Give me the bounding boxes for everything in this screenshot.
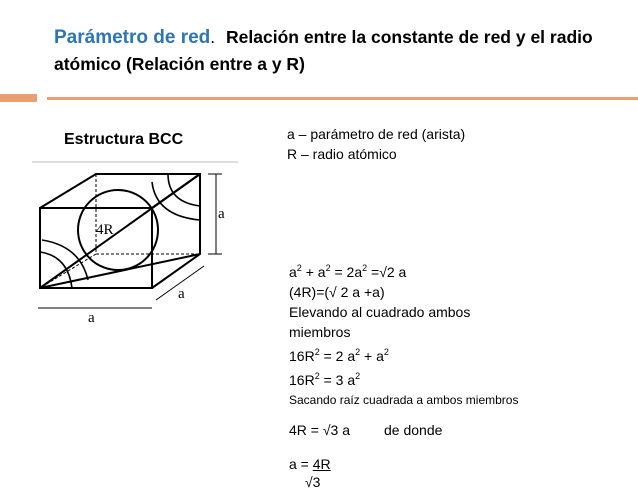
label-a-right: a [218, 206, 225, 222]
title-dot: . [210, 27, 216, 47]
eq9-numerator: 4R [312, 456, 331, 472]
eq-line-3: Elevando al cuadrado ambos [289, 304, 471, 320]
eq6-part: = 3 a [319, 372, 356, 388]
eq1-sup: 2 [325, 263, 331, 273]
derivation [289, 258, 518, 492]
eq9-part: a = [289, 456, 313, 472]
label-a-bottom-left: a [88, 310, 95, 325]
eq6-sup: 2 [314, 371, 320, 381]
eq1-part: a [289, 264, 297, 280]
eq6-part: 16R [289, 372, 315, 388]
label-4r: 4R [96, 222, 114, 238]
definition-r: R – radio atómico [287, 146, 397, 162]
divider-bar [47, 97, 638, 100]
eq5-part: 16R [289, 348, 315, 364]
eq-line-4: miembros [289, 324, 351, 340]
eq-line-6 [289, 366, 518, 390]
eq1-part: = 2a [330, 264, 363, 280]
eq8-part: 4R = √3 a [289, 422, 350, 438]
definitions [287, 124, 465, 164]
eq-line-5 [289, 342, 518, 366]
definition-a: a – parámetro de red (arista) [287, 126, 466, 142]
eq5-part: = 2 a [319, 348, 356, 364]
divider-square [0, 94, 37, 102]
eq1-sup: 2 [296, 263, 302, 273]
eq1-part: + a [301, 264, 326, 280]
label-a-bottom-right: a [178, 286, 185, 302]
eq6-sup: 2 [355, 371, 361, 381]
title-divider [0, 94, 638, 102]
eq8-part: de donde [384, 422, 443, 438]
eq5-sup: 2 [314, 347, 320, 357]
eq1-part: =√2 a [367, 264, 407, 280]
title-accent: Parámetro de red [54, 27, 211, 48]
eq1-sup: 2 [362, 263, 368, 273]
eq-line-8 [289, 420, 518, 440]
eq5-sup: 2 [355, 347, 361, 357]
eq-line-1 [289, 258, 518, 282]
slide-title [54, 24, 614, 77]
eq-line-9 [289, 454, 518, 474]
eq-line-2: (4R)=(√ 2 a +a) [289, 284, 385, 300]
title-rest: Relación entre la constante de red y el radio atómico (Relación entre a y R) [54, 27, 593, 74]
eq-line-7: Sacando raíz cuadrada a ambos miembros [289, 393, 519, 407]
eq5-sup: 2 [383, 347, 389, 357]
structure-heading: Estructura BCC [64, 131, 184, 148]
bcc-cube-diagram [28, 160, 238, 325]
eq-line-10: √3 [305, 474, 321, 490]
eq5-part: + a [360, 348, 384, 364]
